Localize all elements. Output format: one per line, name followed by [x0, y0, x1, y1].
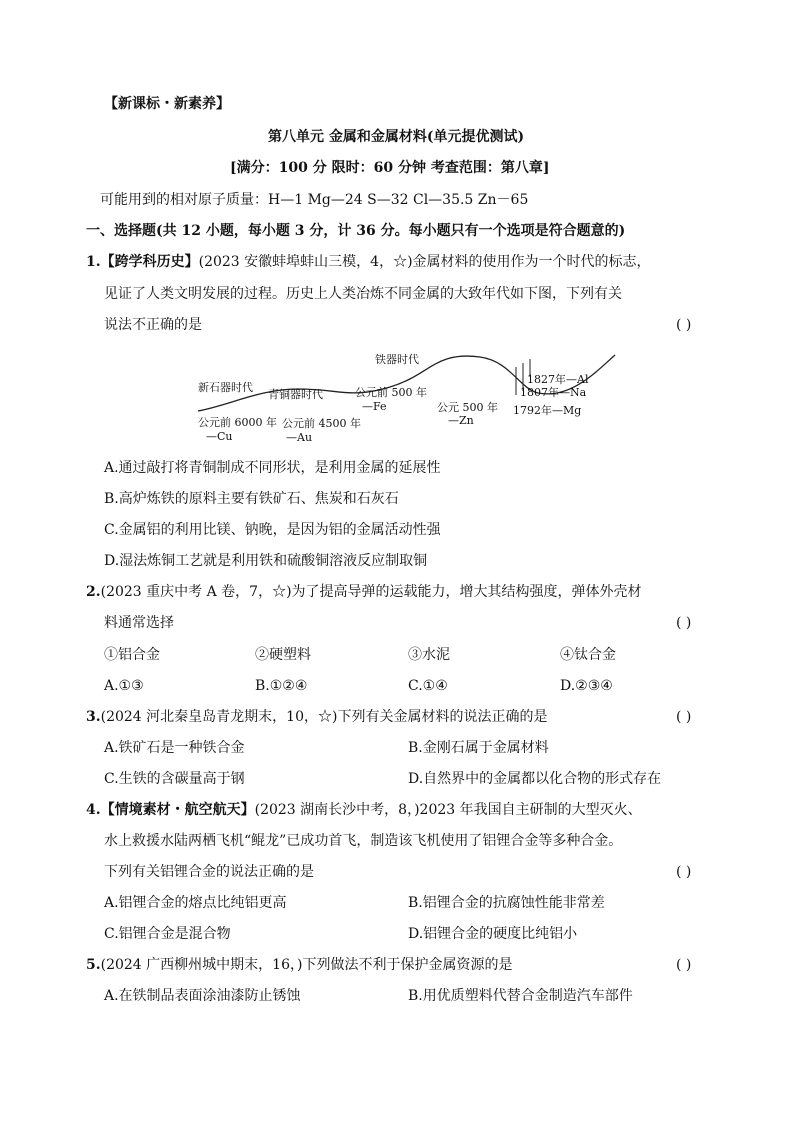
question-5-option-b: B.用优质塑料代替合金制造汽车部件	[408, 988, 633, 1004]
question-1-number: 1.	[86, 254, 101, 270]
question-2-source: (2023 重庆中考 A 卷，7，☆)为了提高导弹的运载能力，增大其结构强度，弹体外壳材	[100, 584, 642, 600]
label-zn-year: 公元 500 年	[437, 401, 498, 414]
question-2-option-b: B.①②④	[255, 678, 308, 694]
question-3-option-a: A.铁矿石是一种铁合金	[104, 740, 245, 756]
question-2-line-1	[86, 582, 642, 602]
label-fe-year: 公元前 500 年	[355, 386, 427, 399]
question-4-option-b: B.铝锂合金的抗腐蚀性能非常差	[408, 895, 605, 911]
label-iron-age: 铁器时代	[375, 353, 419, 366]
label-au-year: 公元前 4500 年	[282, 417, 361, 430]
question-3-option-c: C.生铁的含碳量高于钢	[104, 771, 245, 787]
question-1-option-a: A.通过敲打将青铜制成不同形状，是利用金属的延展性	[104, 460, 441, 476]
question-1-option-d: D.湿法炼铜工艺就是利用铁和硫酸铜溶液反应制取铜	[104, 553, 428, 569]
label-cu: —Cu	[206, 430, 233, 443]
question-4-line-3: 下列有关铝锂合金的说法正确的是	[104, 864, 314, 880]
question-4-number: 4.	[86, 802, 101, 818]
question-4-option-c: C.铝锂合金是混合物	[104, 926, 231, 942]
question-2-line-2: 料通常选择	[104, 615, 174, 631]
question-2-option-c: C.①④	[408, 678, 448, 694]
question-2-number: 2.	[86, 584, 101, 600]
question-1-option-b: B.高炉炼铁的原料主要有铁矿石、焦炭和石灰石	[104, 491, 399, 507]
label-cu-year: 公元前 6000 年	[198, 416, 277, 429]
label-fe: —Fe	[362, 400, 387, 413]
atomic-masses: 可能用到的相对原子质量：H—1 Mg—24 S—32 Cl—35.5 Zn－65	[100, 192, 529, 208]
question-2-option-a: A.①③	[104, 678, 144, 694]
question-5-line-1	[86, 955, 512, 975]
section-heading: 一、选择题(共 12 小题，每小题 3 分，计 36 分。每小题只有一个选项是符合题意的)	[86, 223, 626, 239]
question-3-option-b: B.金刚石属于金属材料	[408, 740, 549, 756]
exam-info: [满分：100 分 限时：60 分钟 考查范围：第八章]	[230, 160, 550, 176]
question-1-tag: 【跨学科历史】	[100, 254, 199, 270]
label-zn: —Zn	[448, 414, 474, 427]
metal-timeline-figure	[190, 345, 620, 445]
label-stone-age: 新石器时代	[198, 381, 253, 394]
question-2-item-1: ①铝合金	[104, 647, 160, 663]
question-2-option-d: D.②③④	[560, 678, 613, 694]
label-na: 1807年—Na	[520, 386, 587, 399]
question-1-option-c: C.金属铝的利用比镁、钠晚，是因为铝的金属活动性强	[104, 522, 441, 538]
question-5-option-a: A.在铁制品表面涂油漆防止锈蚀	[104, 988, 301, 1004]
question-1-line-1	[86, 252, 651, 272]
question-3-option-d: D.自然界中的金属都以化合物的形式存在	[408, 771, 662, 787]
question-3-line-1	[86, 707, 547, 727]
question-4-option-a: A.铝锂合金的熔点比纯铝更高	[104, 895, 287, 911]
answer-paren-2: ( )	[676, 615, 692, 631]
question-4-line-2: 水上救援水陆两栖飞机“鲲龙”已成功首飞，制造该飞机使用了铝锂合金等多种合金。	[104, 833, 623, 849]
question-1-line-3: 说法不正确的是	[104, 317, 202, 333]
label-au: —Au	[286, 431, 313, 444]
tag-new-curriculum: 【新课标・新素养】	[104, 96, 230, 112]
label-bronze-age: 青铜器时代	[268, 388, 323, 401]
label-al: 1827年—Al	[527, 373, 589, 386]
question-2-item-2: ②硬塑料	[255, 647, 311, 663]
answer-paren-1: ( )	[676, 317, 692, 333]
question-5-source: (2024 广西柳州城中期末，16，)下列做法不利于保护金属资源的是	[100, 957, 513, 973]
question-4-source: (2023 湖南长沙中考，8，)2023 年我国自主研制的大型灭火、	[254, 802, 642, 818]
question-2-item-3: ③水泥	[408, 647, 450, 663]
answer-paren-4: ( )	[676, 864, 692, 880]
question-3-source: (2024 河北秦皇岛青龙期末，10，☆)下列有关金属材料的说法正确的是	[100, 709, 548, 725]
answer-paren-3: ( )	[676, 709, 692, 725]
question-2-item-4: ④钛合金	[560, 647, 616, 663]
question-1-source: (2023 安徽蚌埠蚌山三模，4，☆)金属材料的使用作为一个时代的标志，	[198, 254, 651, 270]
page-title: 第八单元 金属和金属材料(单元提优测试)	[268, 129, 525, 145]
question-5-number: 5.	[86, 957, 101, 973]
question-1-line-2: 见证了人类文明发展的过程。历史上人类冶炼不同金属的大致年代如下图，下列有关	[104, 286, 622, 302]
question-3-number: 3.	[86, 709, 101, 725]
question-4-tag: 【情境素材・航空航天】	[100, 802, 255, 818]
label-mg: 1792年—Mg	[513, 404, 582, 417]
answer-paren-5: ( )	[676, 957, 692, 973]
question-4-option-d: D.铝锂合金的硬度比纯铝小	[408, 926, 578, 942]
question-4-line-1	[86, 800, 642, 820]
